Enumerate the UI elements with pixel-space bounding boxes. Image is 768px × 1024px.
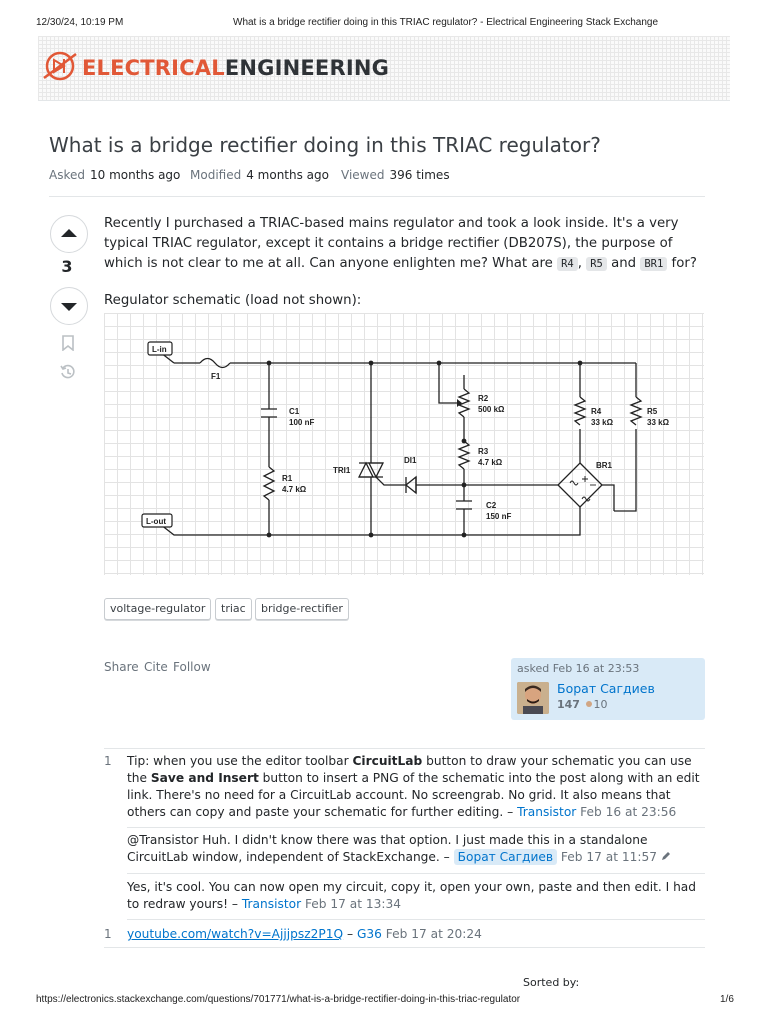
comment-4-user-link[interactable]: G36 xyxy=(356,927,382,941)
label-di1: DI1 xyxy=(404,456,417,465)
schematic-caption: Regulator schematic (load not shown): xyxy=(104,293,362,308)
owner-card xyxy=(511,658,705,720)
label-tri1: TRI1 xyxy=(333,466,351,475)
comment-3 xyxy=(127,879,707,913)
label-c1: C1 xyxy=(289,407,300,416)
arrow-down-icon xyxy=(61,303,77,311)
label-c2-val: 150 nF xyxy=(486,512,512,521)
meta-viewed xyxy=(341,168,450,182)
body-sep-1: , xyxy=(577,256,587,271)
meta-asked-label: Asked xyxy=(49,168,85,182)
owner-stats xyxy=(557,698,607,711)
comment-1-timestamp[interactable]: Feb 16 at 23:56 xyxy=(580,805,677,819)
follow-link[interactable]: Follow xyxy=(173,660,211,674)
cite-link[interactable]: Cite xyxy=(144,660,168,674)
label-r5: R5 xyxy=(647,407,658,416)
label-r4: R4 xyxy=(591,407,602,416)
comment-3-timestamp[interactable]: Feb 17 at 13:34 xyxy=(304,897,402,911)
label-br1: BR1 xyxy=(596,461,613,470)
label-c2: C2 xyxy=(486,501,497,510)
vote-count: 3 xyxy=(61,257,73,276)
label-r3-val: 4.7 kΩ xyxy=(478,458,503,467)
meta-modified xyxy=(190,168,329,182)
print-page-title: What is a bridge rectifier doing in this TRIAC regulator? - Electrical Engineering Stack Exchange xyxy=(233,17,659,28)
label-r1: R1 xyxy=(282,474,293,483)
label-l-in: L-in xyxy=(152,345,167,354)
question-body xyxy=(104,214,704,274)
label-r4-val: 33 kΩ xyxy=(591,418,613,427)
comment-1-score: 1 xyxy=(104,754,112,768)
print-datetime: 12/30/24, 10:19 PM xyxy=(36,17,124,28)
comment-2-user-link[interactable]: Борат Сагдиев xyxy=(454,849,557,865)
avatar[interactable] xyxy=(517,682,549,714)
tag-triac[interactable]: triac xyxy=(215,598,252,620)
logo-part-2: ENGINEERING xyxy=(224,56,390,80)
label-r3: R3 xyxy=(478,447,489,456)
label-l-out: L-out xyxy=(146,517,166,526)
comment-4 xyxy=(127,926,707,943)
history-icon[interactable] xyxy=(59,363,77,385)
comment-divider xyxy=(127,873,705,874)
tag-bridge-rectifier[interactable]: bridge-rectifier xyxy=(255,598,349,620)
code-r4: R4 xyxy=(557,257,578,271)
body-sep-2: and xyxy=(606,256,641,271)
comment-1-user-link[interactable]: Transistor xyxy=(517,805,577,819)
meta-modified-value: 4 months ago xyxy=(246,168,329,182)
owner-bronze-count: 10 xyxy=(593,698,608,711)
bronze-badge-icon xyxy=(586,701,592,707)
comment-3-text: Yes, it's cool. You can now open my circuit, copy it, open your own, paste and then edit. I had to redraw yours! – xyxy=(127,880,697,911)
footer-url: https://electronics.stackexchange.com/questions/701771/what-is-a-bridge-rectifier-doing-in-this-triac-regulator xyxy=(36,994,521,1005)
comment-1-text-b: button to draw your schematic you can use the xyxy=(127,754,692,785)
meta-asked-value: 10 months ago xyxy=(89,168,181,182)
sorted-by-label: Sorted by: xyxy=(523,976,580,989)
owner-name-link[interactable]: Борат Сагдиев xyxy=(557,681,655,696)
bookmark-icon[interactable] xyxy=(61,335,75,355)
share-link[interactable]: Share xyxy=(104,660,139,674)
label-r5-val: 33 kΩ xyxy=(647,418,669,427)
comments-top-divider xyxy=(104,748,705,749)
logo-part-1: ELECTRICAL xyxy=(82,56,225,80)
comment-divider xyxy=(127,827,705,828)
upvote-button[interactable] xyxy=(50,215,88,253)
arrow-up-icon xyxy=(61,229,77,237)
comment-1-bold-a: CircuitLab xyxy=(352,754,423,768)
comment-1-bold-b: Save and Insert xyxy=(150,771,259,785)
comment-4-timestamp[interactable]: Feb 17 at 20:24 xyxy=(385,927,482,941)
comment-2-timestamp[interactable]: Feb 17 at 11:57 xyxy=(560,850,657,864)
comment-4-score: 1 xyxy=(104,927,112,941)
pencil-icon xyxy=(661,850,671,864)
footer-page-number: 1/6 xyxy=(720,994,734,1005)
comment-1 xyxy=(127,753,707,821)
label-c1-val: 100 nF xyxy=(289,418,315,427)
comment-1-text-a: Tip: when you use the editor toolbar xyxy=(127,754,353,768)
comment-divider xyxy=(127,919,705,920)
comment-2-text: @Transistor Huh. I didn't know there was that option. I just made this in a standalone CircuitLab window, independent of StackExchange. – xyxy=(127,833,648,864)
meta-modified-label: Modified xyxy=(190,168,242,182)
comment-4-dash: – xyxy=(343,927,357,941)
question-title[interactable]: What is a bridge rectifier doing in this TRIAC regulator? xyxy=(49,133,601,157)
code-br1: BR1 xyxy=(640,257,667,271)
tag-voltage-regulator[interactable]: voltage-regulator xyxy=(104,598,211,620)
site-logo-icon[interactable] xyxy=(42,48,78,84)
schematic-image[interactable] xyxy=(104,313,704,575)
comment-2 xyxy=(127,832,707,866)
label-f1: F1 xyxy=(211,372,221,381)
meta-viewed-value: 396 times xyxy=(389,168,450,182)
label-r2: R2 xyxy=(478,394,489,403)
code-r5: R5 xyxy=(586,257,607,271)
comment-1-text-c: button to insert a PNG of the schematic into the post along with an edit link. There's no need for a CircuitLab account. No screengrab. No grid. It also means that others can copy and paste your schematic for further editing. – xyxy=(127,771,700,819)
site-logo[interactable] xyxy=(82,56,389,80)
meta-viewed-label: Viewed xyxy=(341,168,385,182)
comment-4-link[interactable]: youtube.com/watch?v=Ajjjpsz2P1Q xyxy=(127,927,344,941)
title-divider xyxy=(49,196,705,197)
asked-timestamp: asked Feb 16 at 23:53 xyxy=(517,662,640,675)
body-text: Recently I purchased a TRIAC-based mains regulator and took a look inside. It's a very typical TRIAC regulator, except it contains a bridge rectifier (DB207S), the purpose of which is not clear to me at all. Can anyone enlighten me? What are xyxy=(104,216,679,271)
body-end: for? xyxy=(667,256,697,271)
label-r2-val: 500 kΩ xyxy=(478,405,505,414)
label-r1-val: 4.7 kΩ xyxy=(282,485,307,494)
comments-bottom-divider xyxy=(104,947,705,948)
comment-3-user-link[interactable]: Transistor xyxy=(241,897,302,911)
downvote-button[interactable] xyxy=(50,287,88,325)
meta-asked xyxy=(49,168,180,182)
owner-reputation: 147 xyxy=(557,698,580,711)
